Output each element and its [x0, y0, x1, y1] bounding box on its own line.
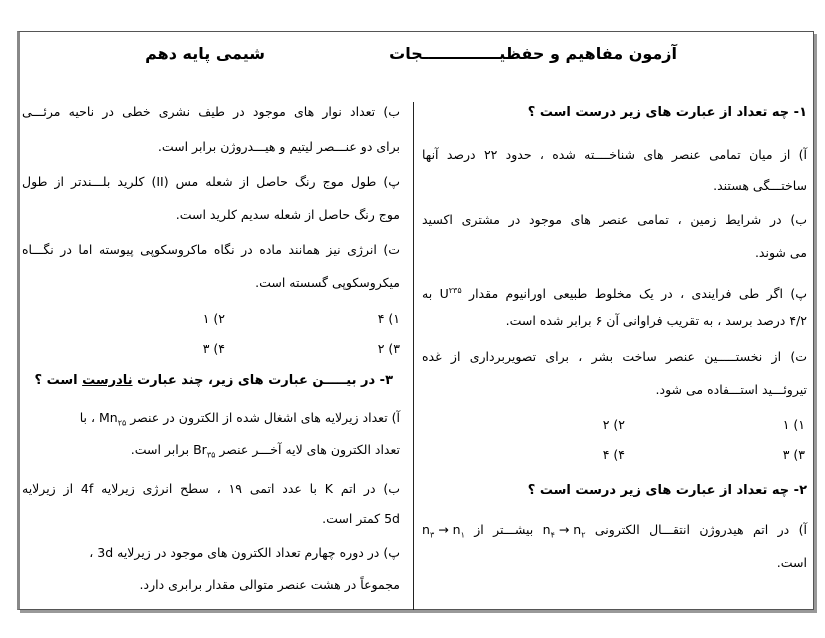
text: ،: [89, 545, 94, 560]
q1-statement-p2-line2: موج رنگ حاصل از شعله سدیم کلرید است.: [175, 207, 400, 222]
q3-statement-b-line2: [22, 509, 400, 529]
text: پ) اگر طی فرایندی ، در یک مخلوط طبیعی اورانیوم مقدار: [469, 286, 807, 302]
element-symbol: K: [324, 481, 333, 496]
atomic-number: ۳۵: [206, 450, 216, 460]
subshell: 5d: [384, 511, 400, 526]
text: به: [422, 286, 433, 302]
text: از زیرلایه: [22, 481, 74, 496]
text: کمتر است.: [322, 511, 381, 526]
q1-statement-p2-line1: پ) طول موج رنگ حاصل از شعله مس (II) کلرید بلـــندتر از طول: [22, 174, 400, 189]
level: ۱: [460, 530, 465, 540]
text: است ؟: [34, 373, 78, 388]
q1-statement-a-line1: آ) از میان تمامی عنصر های شناخــــته شده ، حدود ۲۲ درصد آنها: [422, 147, 808, 162]
element-symbol: Mn: [98, 410, 118, 425]
level: ۲: [581, 530, 586, 540]
choice-4[interactable]: ۴) ۳: [202, 341, 225, 356]
exam-title: آزمون مفاهیم و حفظیــــــــــــــجات: [389, 44, 677, 63]
transition-2: $n_۳ \to n_۱$: [422, 522, 465, 540]
text: با عدد اتمی ۱۹ ، سطح انرژی زیرلایه: [101, 481, 317, 496]
text: تعداد الکترون های لایه آخـــر عنصر: [219, 442, 400, 457]
choice-3[interactable]: ۳) ۲: [377, 341, 400, 356]
subject-title: شیمی پایه دهم: [145, 44, 265, 63]
q1-statement-a-line2: ساختـــگی هستند.: [713, 178, 807, 193]
q1-statement-t-line1: ت) از نخستـــــین عنصر ساخت بشر ، برای تصویربرداری از غده: [422, 349, 807, 364]
choice-2[interactable]: ۲) ۱: [202, 311, 225, 326]
uranium-235: [440, 281, 462, 304]
choice-1[interactable]: ۱) ۴: [377, 311, 400, 326]
text: بیشـــتر از: [474, 522, 534, 537]
q1-choice-4[interactable]: ۴) ۴: [602, 447, 625, 462]
text: ۳- در بیـــــن عبارت های زیر، چند عبارت: [137, 373, 393, 388]
manganese: [99, 408, 126, 434]
q2-statement-a-line1: [422, 520, 807, 540]
q1-choice-2[interactable]: ۲) ۲: [602, 417, 625, 432]
level: ۳: [429, 530, 435, 540]
question-3-title: [15, 371, 393, 391]
question-1-title: ۱- چه تعداد از عبارت های زیر درست است ؟: [527, 105, 807, 120]
q1-statement-t-line2: تیروئـــید استـــفاده می شود.: [655, 382, 807, 397]
q2-statement-a-line2: است.: [776, 555, 807, 570]
atomic-number: ۲۵: [117, 418, 127, 428]
text: آ) تعداد زیرلایه های اشغال شده از الکترون در عنصر: [130, 410, 400, 425]
text: آ) در اتم هیدروژن انتقـــال الکترونی: [594, 522, 807, 537]
column-divider: [413, 102, 414, 610]
mass-number: ۲۳۵: [448, 286, 462, 295]
q1-statement-p-line1: [422, 281, 807, 301]
text: ، با: [79, 410, 95, 425]
q1-statement-t2-line1: ت) انرژی نیز همانند ماده در نگاه ماکروسکوپی پیوسته اما در نگـــاه: [22, 242, 400, 257]
q1-statement-t2-line2: میکروسکوپی گسسته است.: [255, 275, 400, 290]
q1-statement-p-line2: ۴/۲ درصد برسد ، به تقریب فراوانی آن ۶ برابر شده است.: [505, 313, 807, 328]
q1-statement-b-line1: ب) در شرایط زمین ، تمامی عنصر های موجود در مشتری اکسید: [422, 212, 807, 227]
q1-statement-b2-line2: برای دو عنـــصر لیتیم و هیـــدروژن برابر است.: [157, 139, 400, 154]
q3-statement-p-line1: [22, 543, 400, 563]
q1-statement-b2-line1: ب) تعداد نوار های موجود در طیف نشری خطی در ناحیه مرئـــی: [22, 104, 400, 119]
question-2-title: ۲- چه تعداد از عبارت های زیر درست است ؟: [527, 483, 807, 498]
q3-statement-b-line1: [22, 479, 400, 499]
q1-statement-b-line2: می شوند.: [754, 245, 807, 260]
level: ۴: [550, 530, 555, 540]
q1-choice-3[interactable]: ۳) ۳: [782, 447, 805, 462]
element-symbol: Br: [193, 442, 207, 457]
text: ب) در اتم: [340, 481, 400, 496]
q3-statement-a-line2: [22, 440, 400, 460]
text: برابر است.: [130, 442, 190, 457]
subshell: 3d: [97, 545, 114, 560]
subshell: 4f: [80, 481, 94, 496]
element-symbol: U: [439, 286, 449, 302]
q3-statement-p-line2: مجموعاً در هشت عنصر متوالی مقدار برابری دارد.: [139, 577, 400, 592]
q3-statement-a-line1: [22, 408, 400, 428]
bromine: [193, 440, 215, 466]
underlined-word: نادرست: [82, 373, 133, 388]
text: پ) در دوره چهارم تعداد الکترون های موجود در زیرلایه: [117, 545, 400, 560]
transition-1: $n_۴ \to n_۲$: [542, 522, 586, 540]
q1-choice-1[interactable]: ۱) ۱: [782, 417, 805, 432]
